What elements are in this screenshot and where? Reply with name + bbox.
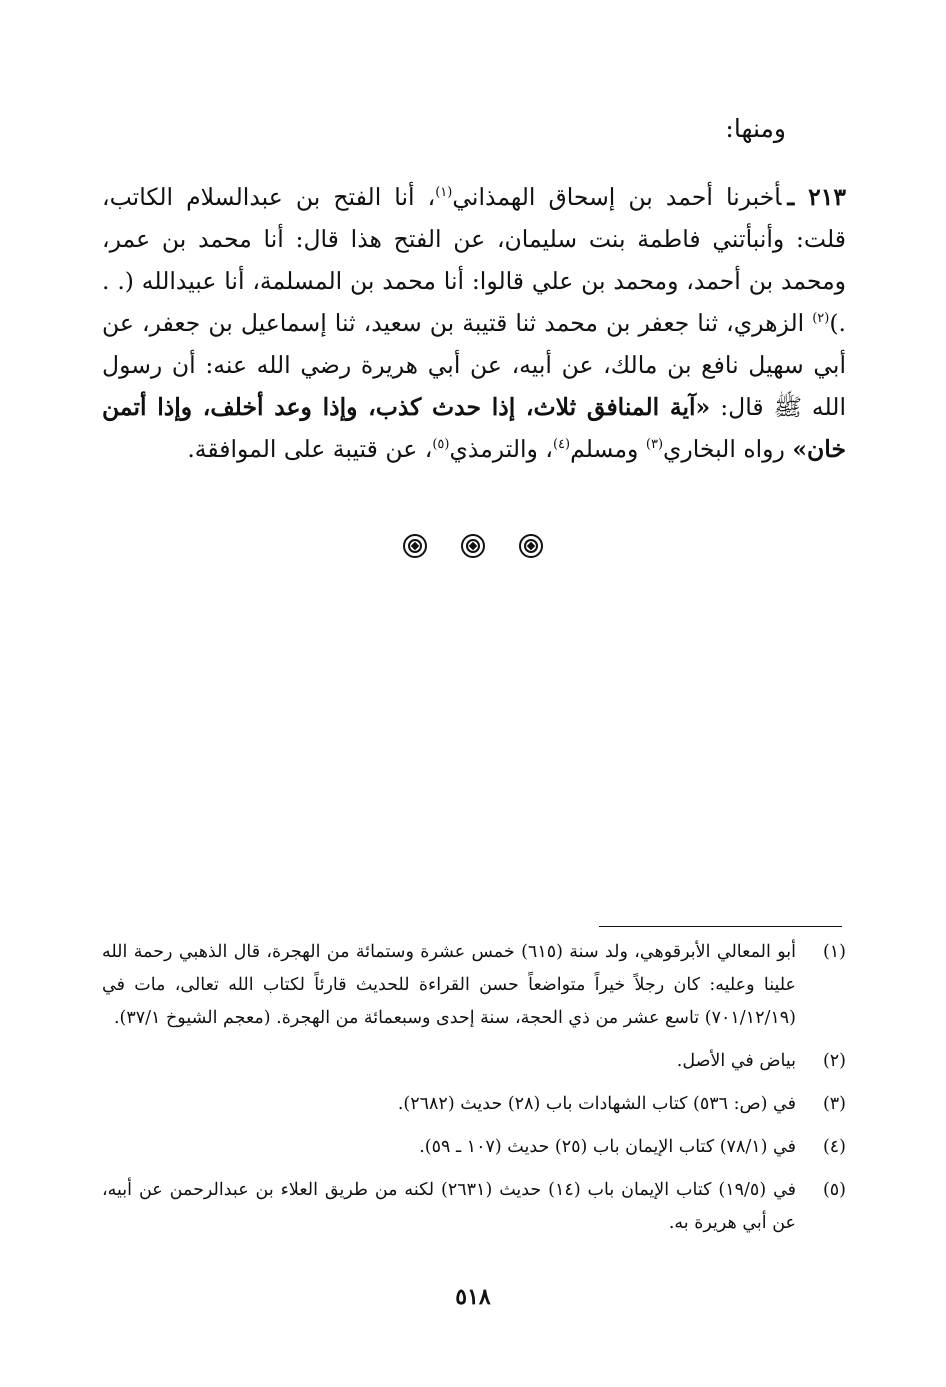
footnote-text: في (٧٨/١) كتاب الإيمان باب (٢٥) حديث (١٠٧ ـ ٥٩).	[419, 1137, 796, 1157]
hadith-isnad-3: الزهري، ثنا جعفر بن محمد ثنا قتيبة بن سعيد، ثنا إسماعيل بن جعفر، عن أبي سهيل نافع بن مالك، عن أبيه، عن أبي هريرة رضي الله عنه: أن رسول الله ﷺ قال:	[102, 309, 846, 421]
section-intro: ومنها:	[725, 114, 786, 143]
footnote-separator	[599, 926, 842, 927]
hadith-number: ٢١٣ ـ	[787, 183, 846, 211]
footnote	[102, 1045, 846, 1078]
footnote-number: (١)	[822, 942, 846, 962]
ornament-icon	[461, 534, 485, 558]
footnote	[102, 1131, 846, 1164]
footnote-text: في (١٩/٥) كتاب الإيمان باب (١٤) حديث (٢٦٣١) لكنه من طريق العلاء بن عبدالرحمن عن أبيه، عن أبي هريرة به.	[102, 1180, 797, 1233]
footnote-ref-1[interactable]: (١)	[435, 185, 453, 201]
hadith-matn: «آية المنافق ثلاث، إذا حدث كذب، وإذا وعد أخلف، وإذا أتمن خان»	[102, 393, 846, 463]
footnote-text: في (ص: ٥٣٦) كتاب الشهادات باب (٢٨) حديث (٢٦٨٢).	[397, 1094, 796, 1114]
footnote-ref-2[interactable]: (٢)	[812, 311, 830, 327]
footnote-ref-5[interactable]: (٥)	[432, 437, 450, 453]
hadith-takhrij-3: ، والترمذي	[449, 435, 553, 463]
footnote	[102, 1088, 846, 1121]
ornament-icon	[519, 534, 543, 558]
footnote-text: أبو المعالي الأبرقوهي، ولد سنة (٦١٥) خمس عشرة وستمائة من الهجرة، قال الذهبي رحمة الله علينا وعليه: كان رجلاً خيراً متواضعاً حسن القراءة للحديث قارئاً لكتاب الله تعالى، مات في (٧٠١/١٢/١٩) تاسع عشر من ذي الحجة، سنة إحدى وسبعمائة من الهجرة. (معجم الشيوخ ٣٧/١).	[102, 942, 796, 1028]
hadith-takhrij-2: ومسلم	[570, 435, 646, 463]
footnote-text: بياض في الأصل.	[676, 1051, 796, 1071]
hadith-text	[102, 176, 846, 470]
footnote-number: (٣)	[822, 1094, 846, 1114]
footnotes	[102, 936, 846, 1250]
ornament-icon	[403, 534, 427, 558]
hadith-takhrij-1: رواه البخاري	[663, 435, 793, 463]
footnote-number: (٤)	[822, 1137, 846, 1157]
page-number: ٥١٨	[455, 1284, 491, 1310]
hadith-isnad-2: ، أنا الفتح بن عبدالسلام الكاتب، قلت: وأنبأتني فاطمة بنت سليمان، عن الفتح هذا قال: أنا محمد بن عمر، ومحمد بن أحمد، ومحمد بن علي قالوا: أنا محمد بن المسلمة، أنا عبيدالله (. . .)	[102, 183, 846, 337]
footnote	[102, 936, 846, 1035]
footnote	[102, 1174, 846, 1240]
footnote-ref-4[interactable]: (٤)	[552, 437, 571, 453]
footnote-number: (٢)	[822, 1051, 846, 1071]
hadith-isnad-1: أخبرنا أحمد بن إسحاق الهمذاني	[452, 183, 782, 211]
footnote-ref-3[interactable]: (٣)	[645, 437, 664, 453]
section-divider	[0, 534, 946, 558]
footnote-number: (٥)	[822, 1180, 846, 1200]
hadith-takhrij-4: ، عن قتيبة على الموافقة.	[187, 435, 433, 463]
